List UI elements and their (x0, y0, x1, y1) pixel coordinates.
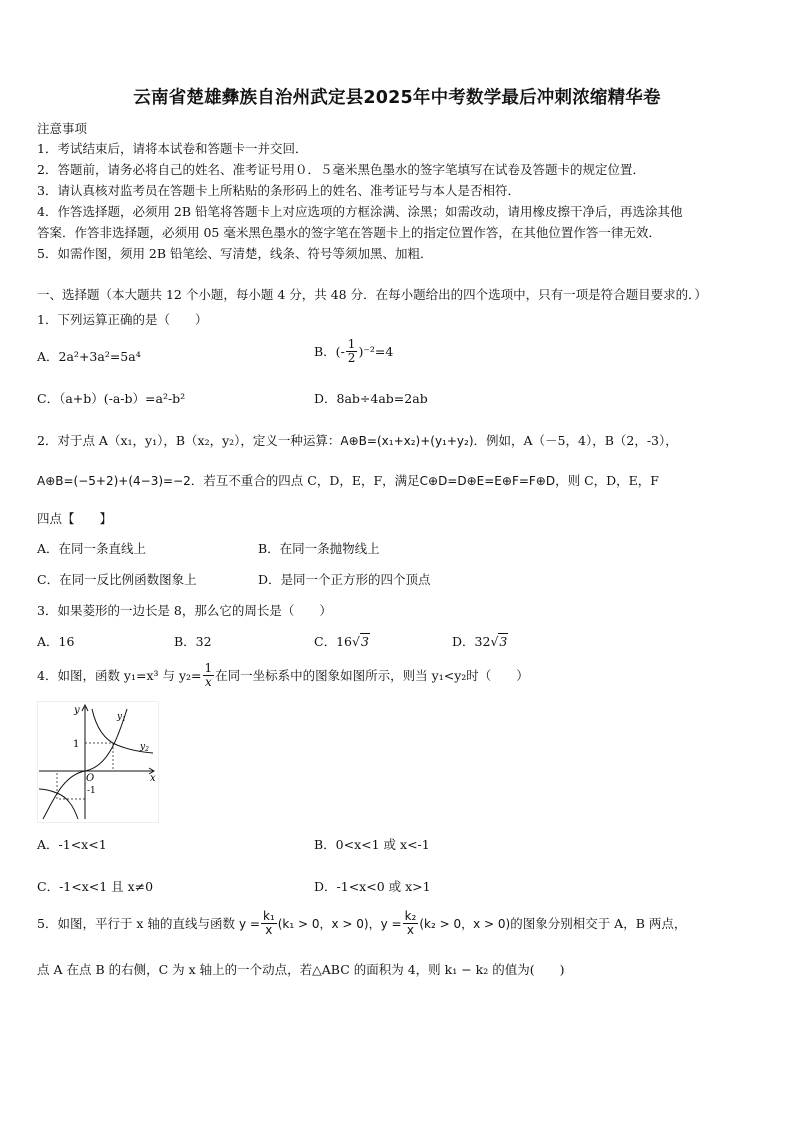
q1-option-b (314, 338, 393, 365)
q3-option-d-prefix: D．32 (452, 634, 491, 649)
question-4-stem (37, 662, 529, 689)
question-2-line-1 (37, 433, 678, 449)
q2-option-c: C．在同一反比例函数图象上 (37, 572, 197, 587)
tick-label-neg-1: -1 (87, 786, 96, 796)
q5-formula: (k₁ > 0，x > 0) (277, 916, 369, 931)
q2-text: 2．对于点 A（x₁，y₁），B（x₂，y₂），定义一种运算： (37, 433, 341, 448)
fraction-numerator: 1 (204, 661, 213, 675)
q3-option-b: B．32 (174, 634, 212, 649)
question-1-stem: 1．下列运算正确的是（ ） (37, 312, 208, 327)
fraction-denominator: 2 (347, 351, 356, 365)
fraction-denominator: x (204, 675, 212, 689)
fraction (261, 910, 277, 937)
graph-frame (38, 702, 159, 823)
notice-item: 5．如需作图，须用 2B 铅笔绘、写清楚，线条、符号等须加黑、加粗． (37, 246, 433, 261)
notice-item: 2．答题前，请务必将自己的姓名、准考证号用０．５毫米黑色墨水的签字笔填写在试卷及答题卡的规定位置． (37, 162, 645, 177)
notice-item: 答案．作答非选择题，必须用 05 毫米黑色墨水的签字笔在答题卡上的指定位置作答，在其他位置作答一律无效． (37, 225, 661, 240)
y-axis-label: y (74, 705, 80, 716)
x-axis-label: x (150, 773, 156, 784)
q5-formula: ，y = (368, 916, 402, 931)
q3-option-c (314, 634, 370, 650)
q4-option-c: C．-1<x<1 且 x≠0 (37, 879, 154, 894)
question-2-line-2 (37, 473, 659, 489)
curve-label-y2: $y_2$ (140, 742, 149, 753)
sqrt-symbol: √3 (351, 634, 369, 649)
q5-text: 的图象分别相交于 A，B 两点， (510, 915, 687, 931)
notice-item: 4．作答选择题，必须用 2B 铅笔将答题卡上对应选项的方框涂满、涂黑；如需改动，请用橡皮擦干净后，再选涂其他 (37, 204, 683, 219)
q2-option-a: A．在同一条直线上 (37, 541, 147, 556)
fraction-denominator: x (406, 923, 414, 937)
radicand: 3 (360, 634, 369, 649)
fraction (403, 910, 419, 937)
fraction-denominator: x (265, 923, 273, 937)
origin-label: O (86, 773, 95, 784)
q2-text: ．例如，A（－5，4），B（2，-3）， (473, 433, 678, 448)
fraction (346, 338, 358, 365)
question-3-stem: 3．如果菱形的一边长是 8，那么它的周长是（ ） (37, 603, 332, 618)
radicand: 3 (499, 634, 508, 649)
q4-text: 在同一坐标系中的图象如图所示，则当 y₁<y₂时（ ） (215, 667, 529, 683)
tick-label-1: 1 (73, 739, 80, 750)
notice-heading: 注意事项 (37, 121, 88, 136)
q3-option-c-prefix: C．16 (314, 634, 352, 649)
q1-option-b-prefix: B．(- (314, 343, 345, 359)
q1-option-a: A．2a²+3a²=5a⁴ (37, 349, 141, 364)
q1-option-d: D．8ab÷4ab=2ab (314, 391, 428, 406)
section-heading: 一、选择题（本大题共 12 个小题，每小题 4 分，共 48 分．在每小题给出的四个选项中，只有一项是符合题目要求的．） (37, 287, 707, 302)
question-5-line-2: 点 A 在点 B 的右侧，C 为 x 轴上的一个动点，若△ABC 的面积为 4，则 k₁ − k₂ 的值为( ) (37, 962, 565, 977)
q2-formula: A⊕B=(x₁+x₂)+(y₁+y₂) (340, 434, 474, 448)
notice-item: 1．考试结束后，请将本试卷和答题卡一并交回． (37, 141, 308, 156)
q1-option-b-suffix: )⁻²=4 (358, 343, 394, 359)
q1-option-c: C．（a+b）(-a-b）=a²-b² (37, 391, 186, 406)
function-graph (37, 701, 159, 823)
q3-option-a: A．16 (37, 634, 75, 649)
q2-formula: C⊕D=D⊕E=E⊕F=F⊕D (419, 474, 556, 488)
q2-option-d: D．是同一个正方形的四个顶点 (258, 572, 431, 587)
notice-item: 3．请认真核对监考员在答题卡上所粘贴的条形码上的姓名、准考证号与本人是否相符． (37, 183, 520, 198)
question-2-line-3: 四点【 】 (37, 511, 113, 526)
fraction-numerator: k₁ (262, 909, 275, 923)
sqrt-symbol: √3 (490, 634, 508, 649)
q2-text: ，则 C，D，E，F (555, 473, 659, 488)
fraction-numerator: 1 (347, 337, 356, 351)
q4-option-b: B．0<x<1 或 x<-1 (314, 837, 430, 852)
q5-formula: y = (238, 916, 260, 931)
q4-option-a: A．-1<x<1 (37, 837, 107, 852)
fraction-numerator: k₂ (404, 909, 417, 923)
q5-text: 5．如图，平行于 x 轴的直线与函数 (37, 915, 235, 931)
page-title: 云南省楚雄彝族自治州武定县2025年中考数学最后冲刺浓缩精华卷 (133, 88, 661, 108)
curve-y2-branch-left (39, 789, 78, 819)
q5-formula: (k₂ > 0，x > 0) (419, 916, 511, 931)
q2-formula: A⊕B=(−5+2)+(4−3)=−2 (37, 474, 191, 488)
q3-option-d (452, 634, 508, 650)
question-5-line-1 (37, 910, 686, 937)
q4-text: 4．如图，函数 y₁=x³ 与 y₂= (37, 667, 202, 683)
q2-text: ．若互不重合的四点 C，D，E，F，满足 (190, 473, 420, 488)
q2-option-b: B．在同一条抛物线上 (258, 541, 380, 556)
fraction (203, 662, 215, 689)
q4-option-d: D．-1<x<0 或 x>1 (314, 879, 431, 894)
curve-label-y1: $y_1$ (117, 712, 126, 723)
